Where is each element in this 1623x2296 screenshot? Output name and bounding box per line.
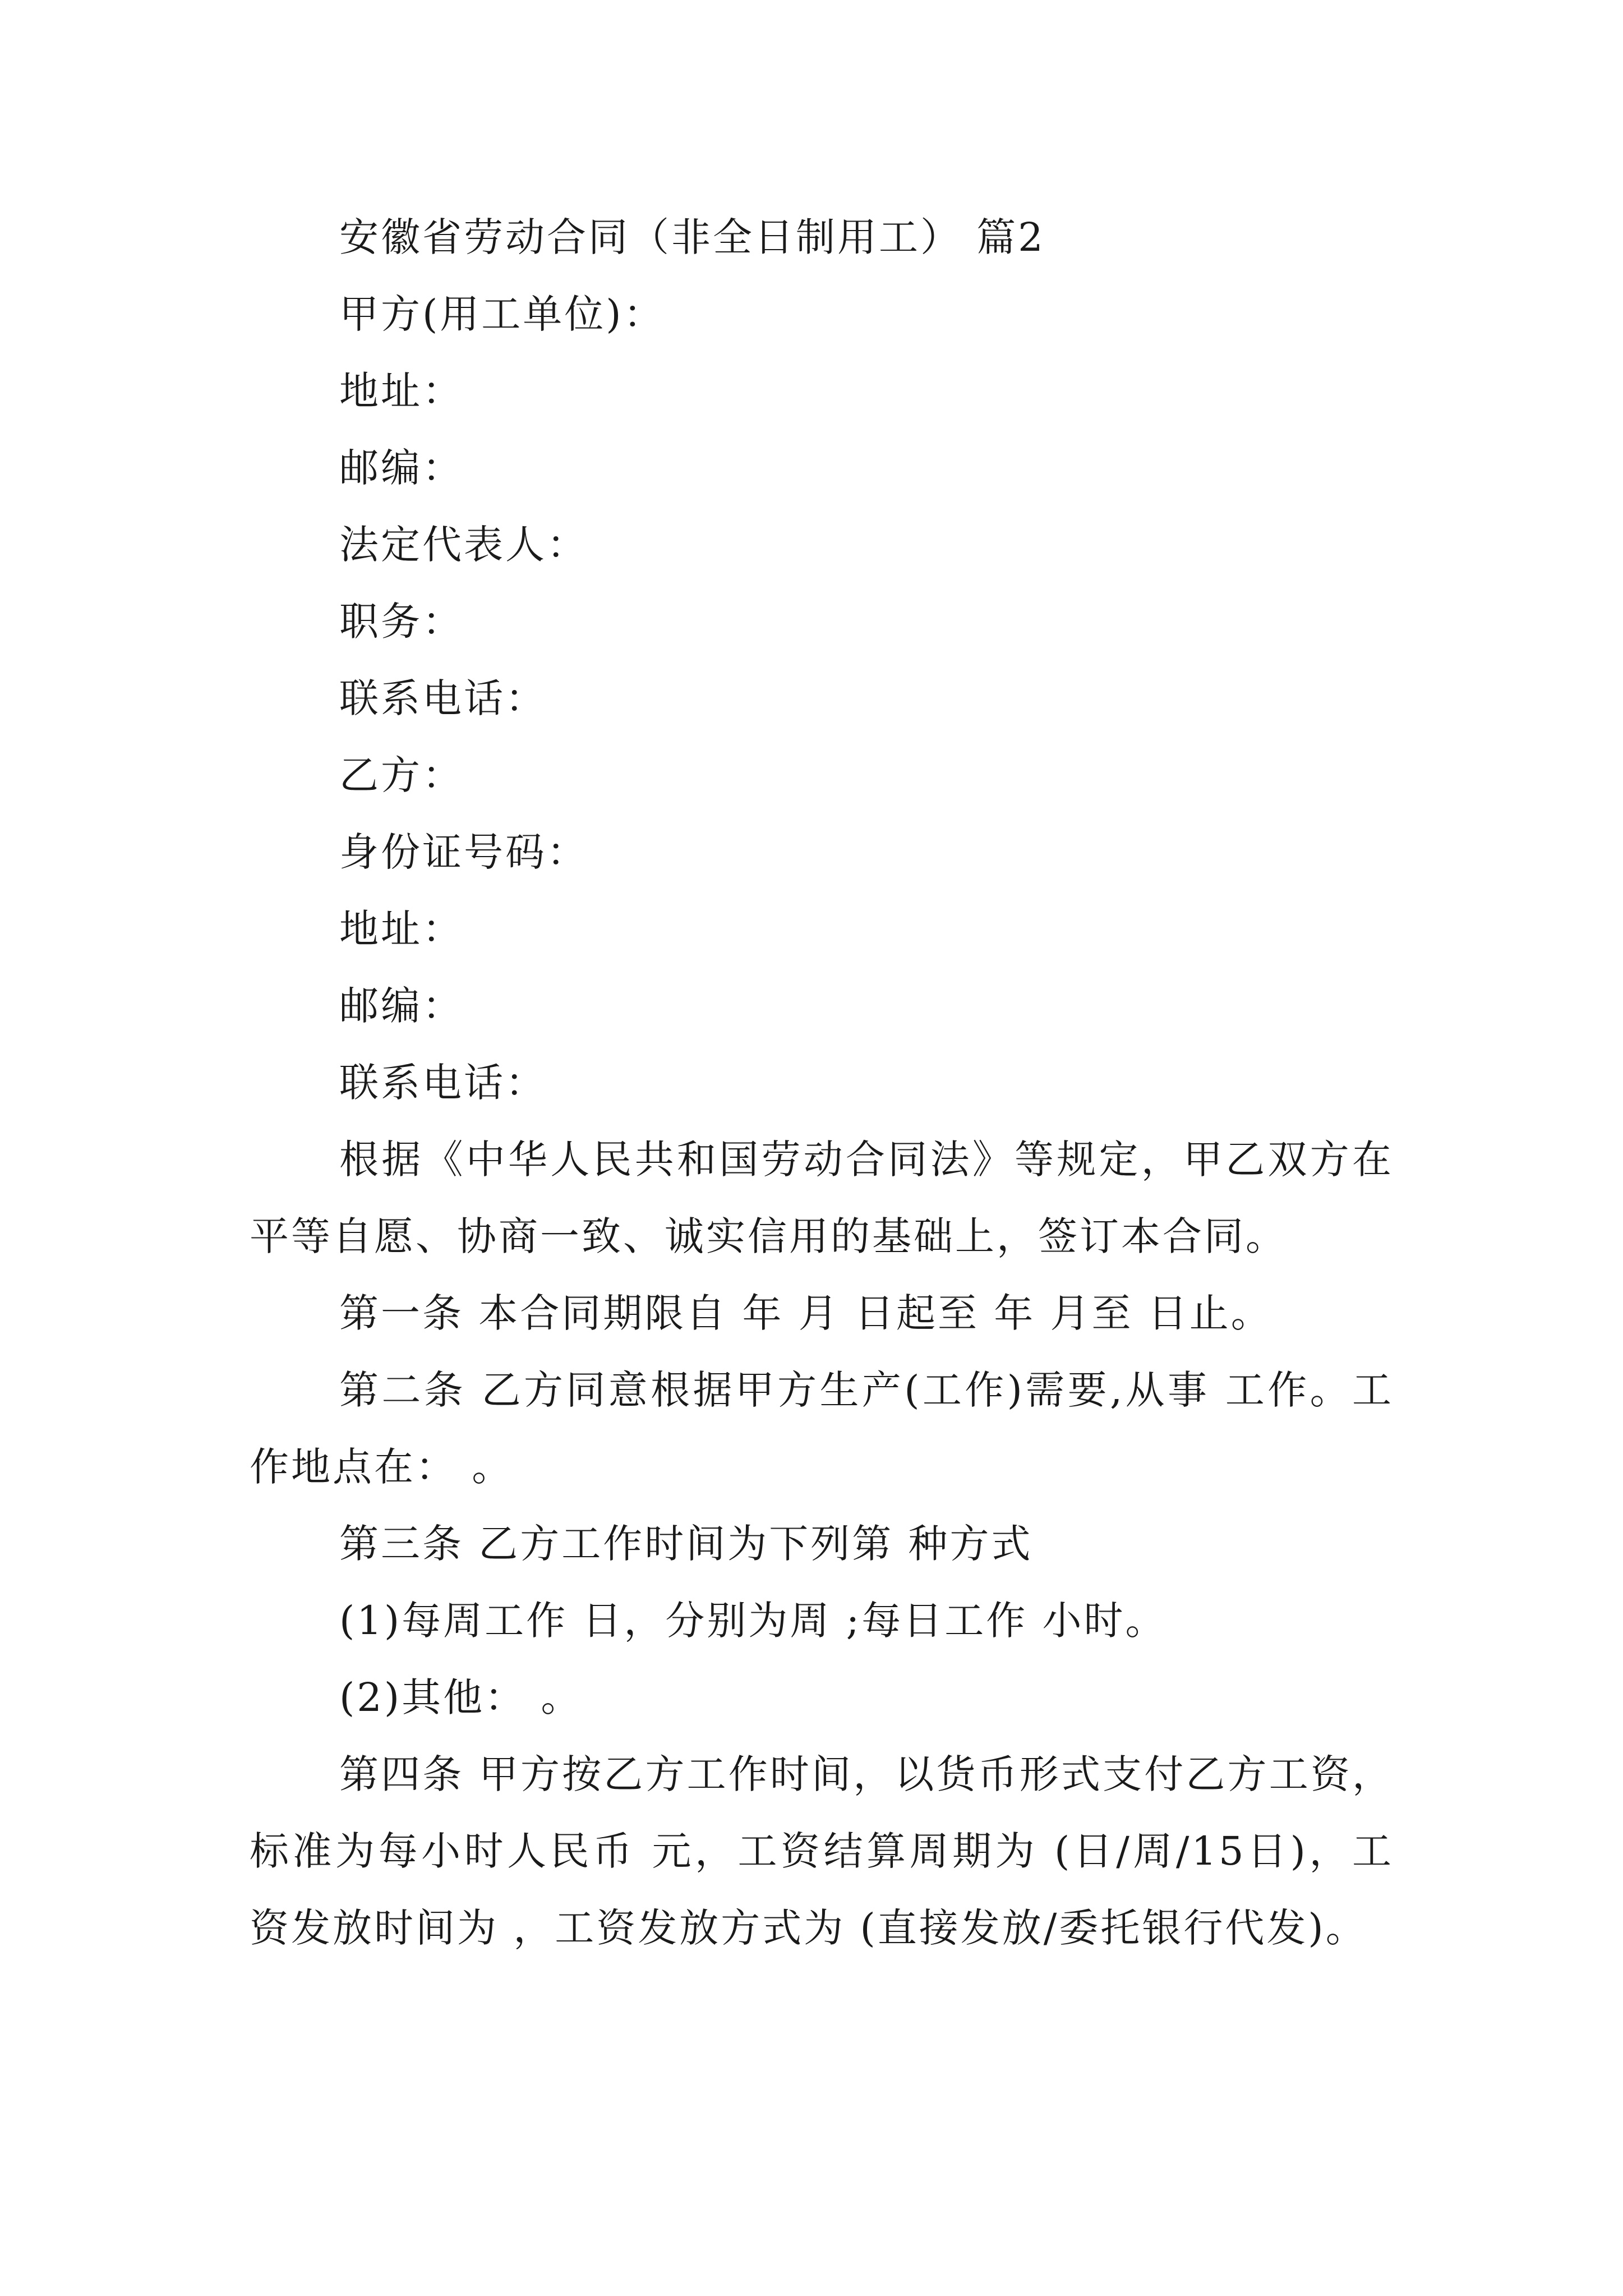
field-legal-representative: 法定代表人： <box>339 522 588 568</box>
field-party-b: 乙方： <box>339 752 464 798</box>
field-party-a-postcode: 邮编： <box>339 445 464 491</box>
field-party-b-phone: 联系电话： <box>339 1060 547 1106</box>
field-party-a-phone: 联系电话： <box>339 675 547 721</box>
field-party-a-address: 地址： <box>339 368 464 414</box>
document-title: 安徽省劳动合同（非全日制用工） 篇2 <box>339 214 1045 260</box>
paragraph-article-2: 第二条 乙方同意根据甲方生产(工作)需要,从事 工作。工作地点在： 。 <box>250 1367 1394 1490</box>
paragraph-article-3-option-1: (1)每周工作 日，分别为周 ;每日工作 小时。 <box>339 1598 1167 1644</box>
paragraph-preamble: 根据《中华人民共和国劳动合同法》等规定，甲乙双方在平等自愿、协商一致、诚实信用的基础上，签订本合同。 <box>250 1137 1394 1259</box>
field-party-b-address: 地址： <box>339 906 464 952</box>
field-id-number: 身份证号码： <box>339 829 588 875</box>
document-body <box>250 199 1394 1967</box>
paragraph-article-3-option-2: (2)其他： 。 <box>339 1674 583 1720</box>
field-party-a: 甲方(用工单位)： <box>339 291 665 337</box>
field-party-b-postcode: 邮编： <box>339 983 464 1029</box>
field-position: 职务： <box>339 599 464 645</box>
paragraph-article-3: 第三条 乙方工作时间为下列第 种方式 <box>339 1521 1033 1567</box>
paragraph-article-4: 第四条 甲方按乙方工作时间，以货币形式支付乙方工资，标准为每小时人民币 元，工资结算周期为 (日/周/15日)，工资发放时间为 ，工资发放方式为 (直接发放/委托银行代发)。 <box>250 1751 1394 1951</box>
paragraph-article-1: 第一条 本合同期限自 年 月 日起至 年 月至 日止。 <box>339 1290 1272 1336</box>
